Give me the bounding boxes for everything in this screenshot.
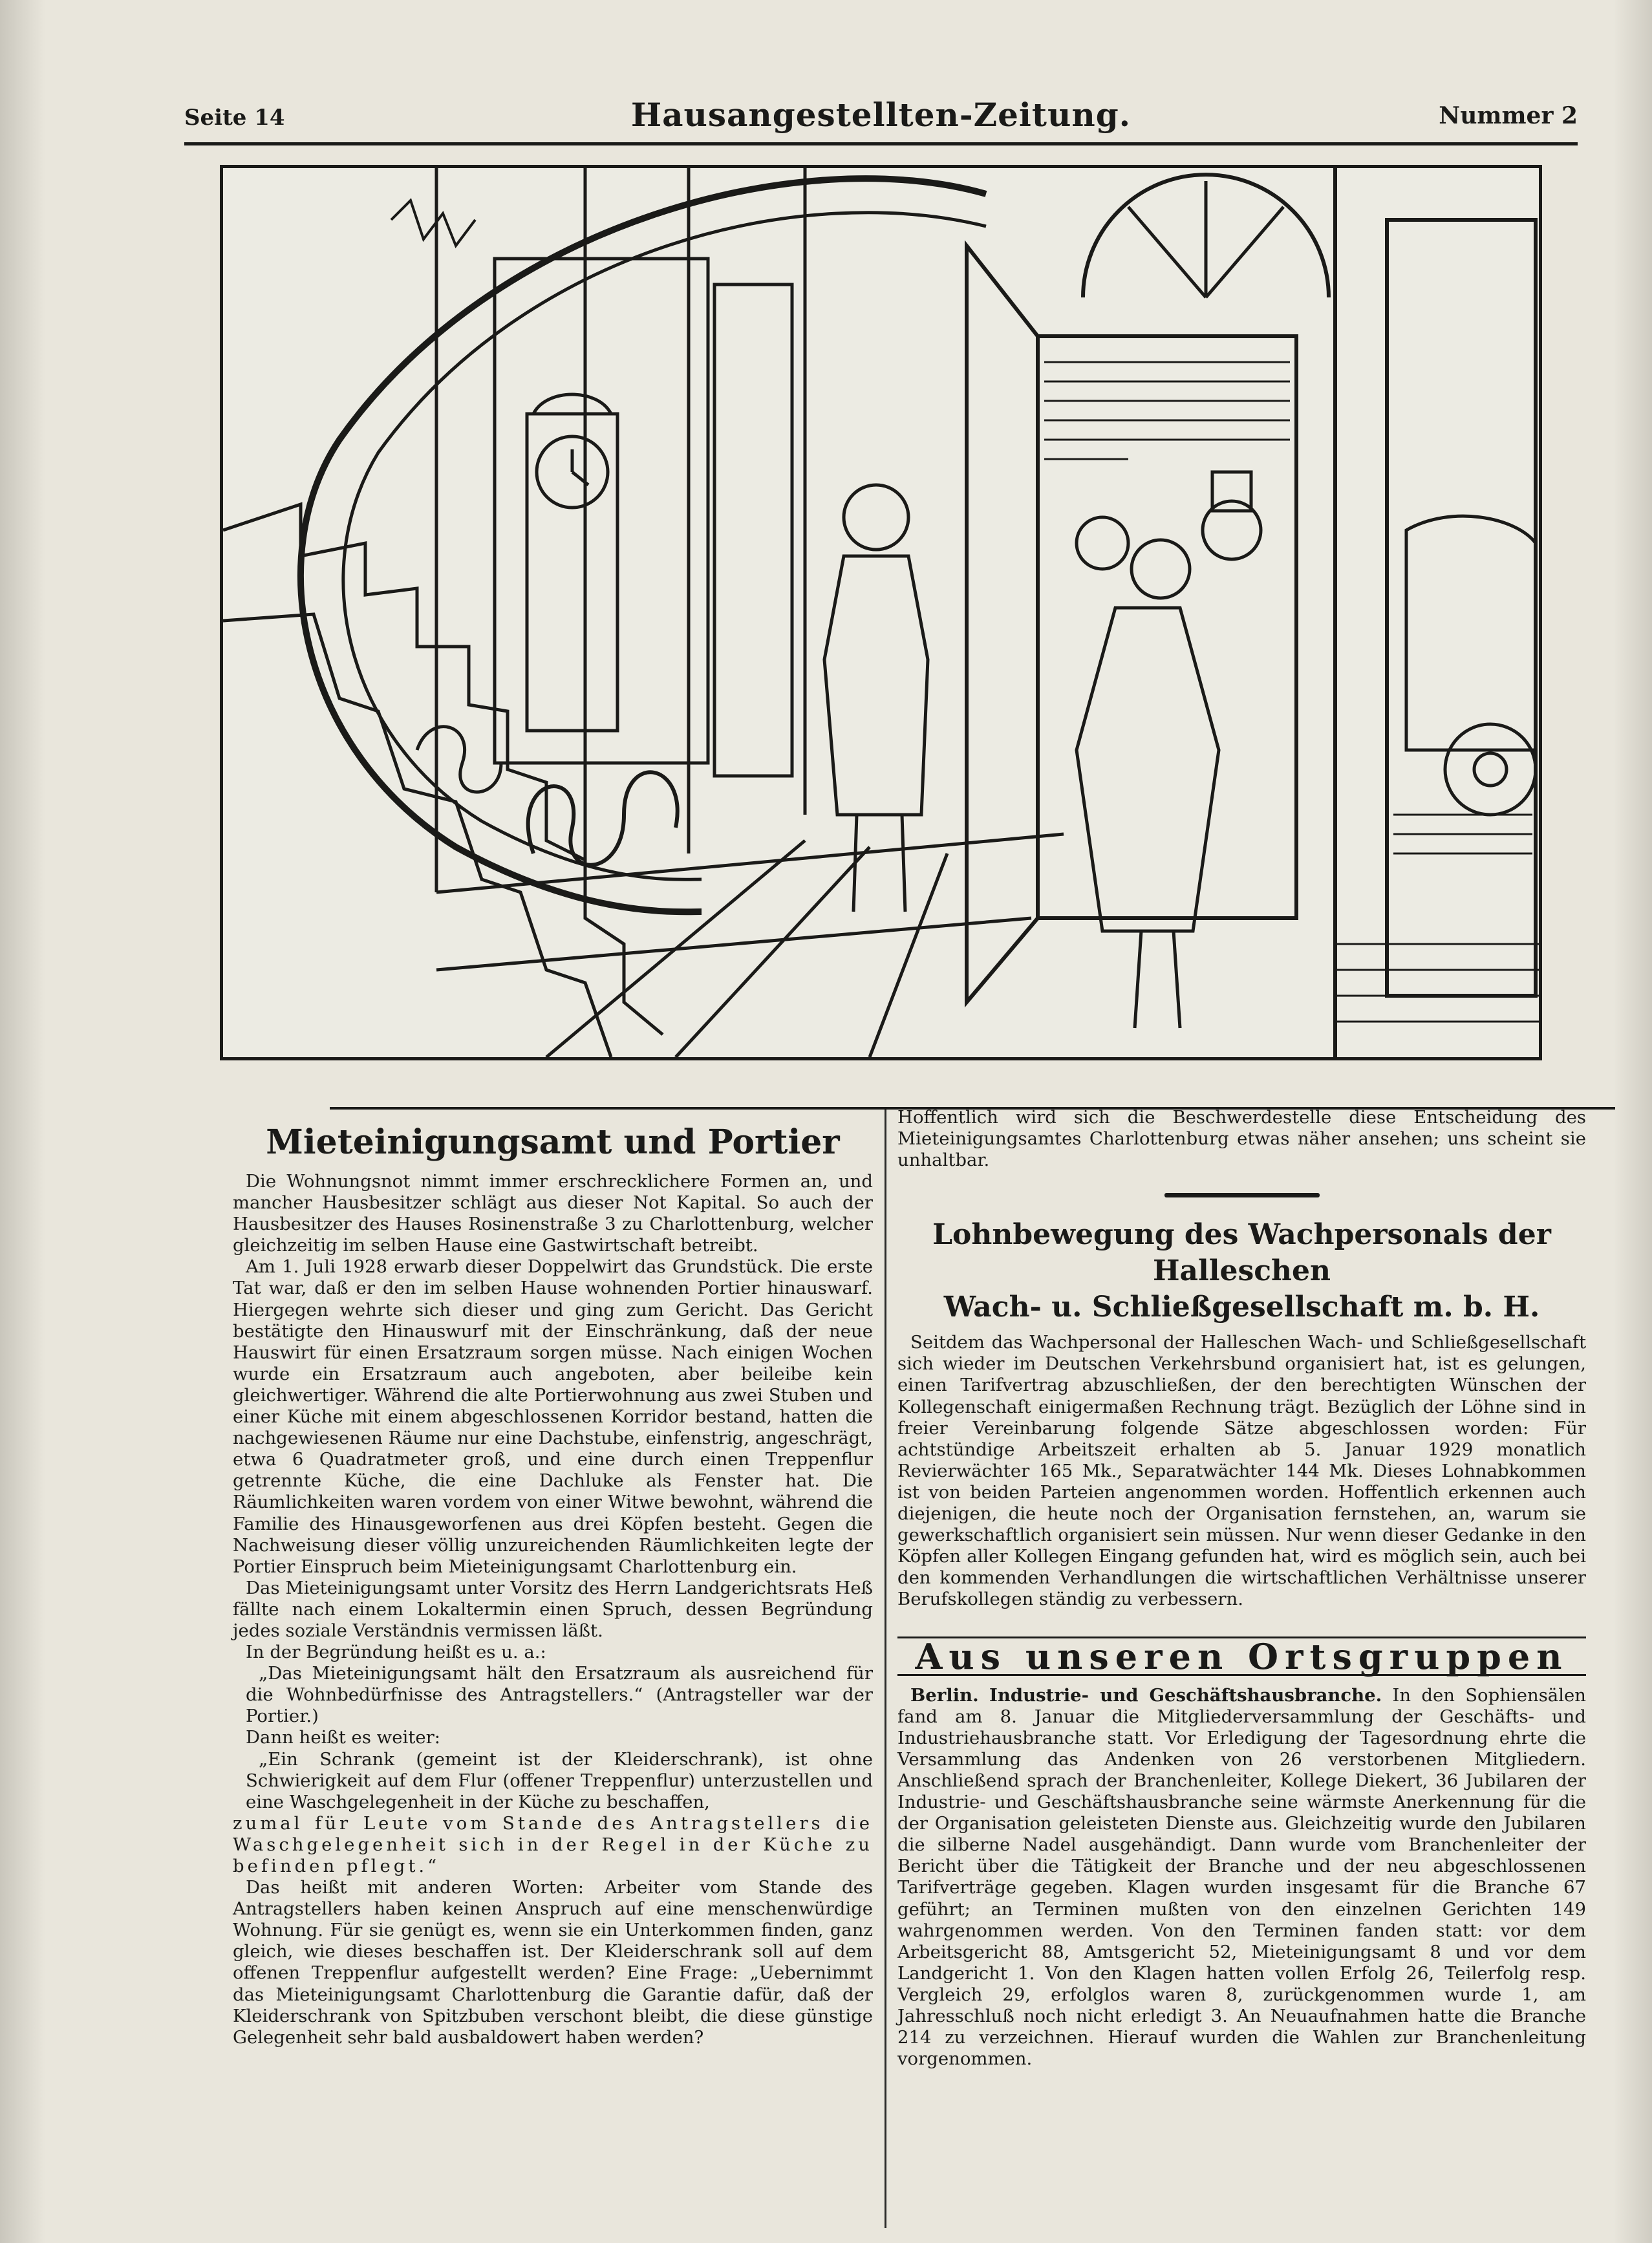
right-column [897, 1107, 1586, 2070]
page-header [184, 91, 1578, 142]
article-paragraph: In der Begründung heißt es u. a.: [246, 1642, 546, 1663]
article-paragraph: Das heißt mit anderen Worten: Arbeiter vom Stande des Antragstellers haben keinen Anspruch auf eine menschenwürdige Wohnung. Für sie genügt es, wenn sie ein Unterkommen finden, ganz gleich, wie dieses beschaffen ist. Der Kleiderschrank soll auf dem offenen Treppenflur aufgestellt werden? Eine Frage: „Uebernimmt das Mieteinigungsamt Charlottenburg die Garantie dafür, daß der Kleiderschrank von Spitzbuben verschont bleibt, die diese günstige Gelegenheit sehr bald ausbaldowert haben werden? [233, 1877, 873, 2048]
article-quote: „Ein Schrank (gemeint ist der Kleiderschrank), ist ohne Schwierigkeit auf dem Flur (offener Treppenflur) unterzustellen und eine Waschgelegenheit in der Küche zu beschaffen, [246, 1748, 873, 1812]
illustration-stairway-scene [220, 165, 1542, 1060]
section-paragraph [897, 1685, 1586, 2070]
header-rule [184, 142, 1578, 145]
section-heading-ortsgruppen: Aus unseren Ortsgruppen [897, 1637, 1586, 1676]
section-place: Berlin. [910, 1684, 979, 1706]
section-text: In den Sophiensälen fand am 8. Januar die Mitgliederversammlung der Geschäfts- und Industriehausbranche statt. Vor Erledigung der Tagesordnung ehrte die Versammlung das Andenken von 26 verstorbenen Mitgliedern. Anschließend sprach der Branchenleiter, Kollege Diekert, 36 Jubilaren der Industrie- und Geschäftshausbranche seine wärmste Anerkennung für die der Organisation geleisteten Dienste aus. Gleichzeitig wurde den Jubilaren die silberne Nadel ausgehändigt. Dann wurde vom Branchenleiter der Bericht über die Tätigkeit der Branche und der neu abgeschlossenen Tarifverträge gegeben. Klagen wurden insgesamt für die Branche 67 geführt; an Terminen mußten von den einzelnen Gerichten 149 wahrgenommen werden. Von den Terminen fanden statt: vor dem Arbeitsgericht 88, Amtsgericht 52, Mieteinigungsamt 8 und vor dem Landgericht 1. Von den Klagen hatten vollen Erfolg 26, Teilerfolg resp. Vergleich 29, erfolglos waren 8, zurückgenommen wurde 1, am Jahresschluß noch nicht erledigt 3. An Neuaufnahmen hatte die Branche 214 zu verzeichnen. Hierauf wurden die Wahlen zur Branchenleitung vorgenommen. [897, 1684, 1586, 2070]
article-title-line: Lohnbewegung des Wachpersonals der Halleschen [932, 1218, 1551, 1288]
article-title-mieteinigungsamt: Mieteinigungsamt und Portier [266, 1122, 840, 1162]
column-divider [885, 1110, 886, 2228]
left-column [233, 1122, 873, 2048]
newspaper-title: Hausangestellten-Zeitung. [630, 96, 1132, 134]
article-quote-spaced: zumal für Leute vom Stande des Antragstellers die Waschgelegenheit sich in der Regel in der Küche zu befinden pflegt.“ [233, 1812, 873, 1876]
page-number: Seite 14 [184, 105, 285, 131]
article-paragraph: Seitdem das Wachpersonal der Halleschen Wach- und Schließgesellschaft sich wieder im Deutschen Verkehrsbund organisiert hat, ist es gelungen, einen Tarifvertrag abzuschließen, der den berechtigten Wünschen der Kollegenschaft einigermaßen Rechnung trägt. Bezüglich der Löhne sind in freier Vereinbarung folgende Sätze abgeschlossen worden: Für achtstündige Arbeitszeit erhalten ab 5. Januar 1929 monatlich Revierwächter 165 Mk., Separatwächter 144 Mk. Dieses Lohnabkommen ist von beiden Parteien angenommen worden. Hoffentlich erkennen auch diejenigen, die heute noch der Organisation fernstehen, an, warum sie gewerkschaftlich organisiert sein müssen. Nur wenn dieser Gedanke in den Köpfen aller Kollegen Eingang gefunden hat, wird es möglich sein, auch bei den kommenden Verhandlungen die wirtschaftlichen Verhältnisse unserer Berufskollegen ständig zu verbessern. [897, 1332, 1586, 1610]
article-continuation: Hoffentlich wird sich die Beschwerdestelle diese Entscheidung des Mieteinigungsamtes Charlottenburg etwas näher ansehen; uns scheint sie unhaltbar. [897, 1107, 1586, 1171]
page-edge-shadow-left [0, 0, 45, 2243]
section-branch: Industrie- und Geschäftshausbranche. [989, 1684, 1382, 1706]
article-paragraph: Dann heißt es weiter: [246, 1727, 441, 1748]
article-paragraph: Am 1. Juli 1928 erwarb dieser Doppelwirt das Grundstück. Die erste Tat war, daß er den im selben Hause wohnenden Portier hinauswarf. Hiergegen wehrte sich dieser und ging zum Gericht. Das Gericht bestätigte den Hinauswurf mit der Einschränkung, daß der neue Hauswirt für einen Ersatzraum sorgen müsse. Nach einigen Wochen wurde ein Ersatzraum auch angeboten, aber beileibe kein gleichwertiger. Während die alte Portierwohnung aus zwei Stuben und einer Küche mit einem abgeschlossenen Korridor bestand, hatten die nachgewiesenen Räume nur eine Dachstube, einfenstrig, angeschrägt, etwa 6 Quadratmeter groß, und eine durch einen Treppenflur getrennte Küche, die eine Dachluke als Fenster hat. Die Räumlichkeiten waren vordem von einer Witwe bewohnt, während die Familie des Hinausgeworfenen aus drei Köpfen besteht. Gegen die Nachweisung dieser völlig unzureichenden Räumlichkeiten legte der Portier Einspruch beim Mieteinigungsamt Charlottenburg ein. [233, 1256, 873, 1577]
article-paragraph: Die Wohnungsnot nimmt immer erschrecklichere Formen an, und mancher Hausbesitzer schlägt aus dieser Not Kapital. So auch der Hausbesitzer des Hauses Rosinenstraße 3 zu Charlottenburg, welcher gleichzeitig im selben Hause eine Gastwirtschaft betreibt. [233, 1171, 873, 1256]
article-title-lohnbewegung [897, 1217, 1586, 1325]
separator-rule [1164, 1193, 1320, 1197]
page-edge-shadow-right [1613, 0, 1652, 2243]
article-title-line: Wach- u. Schließgesellschaft m. b. H. [943, 1291, 1540, 1324]
article-paragraph: Das Mieteinigungsamt unter Vorsitz des Herrn Landgerichtsrats Heß fällte nach einem Lokaltermin einen Spruch, dessen Begründung jedes soziale Verständnis vermissen läßt. [233, 1577, 873, 1641]
article-quote: „Das Mieteinigungsamt hält den Ersatzraum als ausreichend für die Wohnbedürfnisse des Antragstellers.“ (Antragsteller war der Portier.) [246, 1663, 873, 1727]
issue-number: Nummer 2 [1439, 102, 1578, 129]
